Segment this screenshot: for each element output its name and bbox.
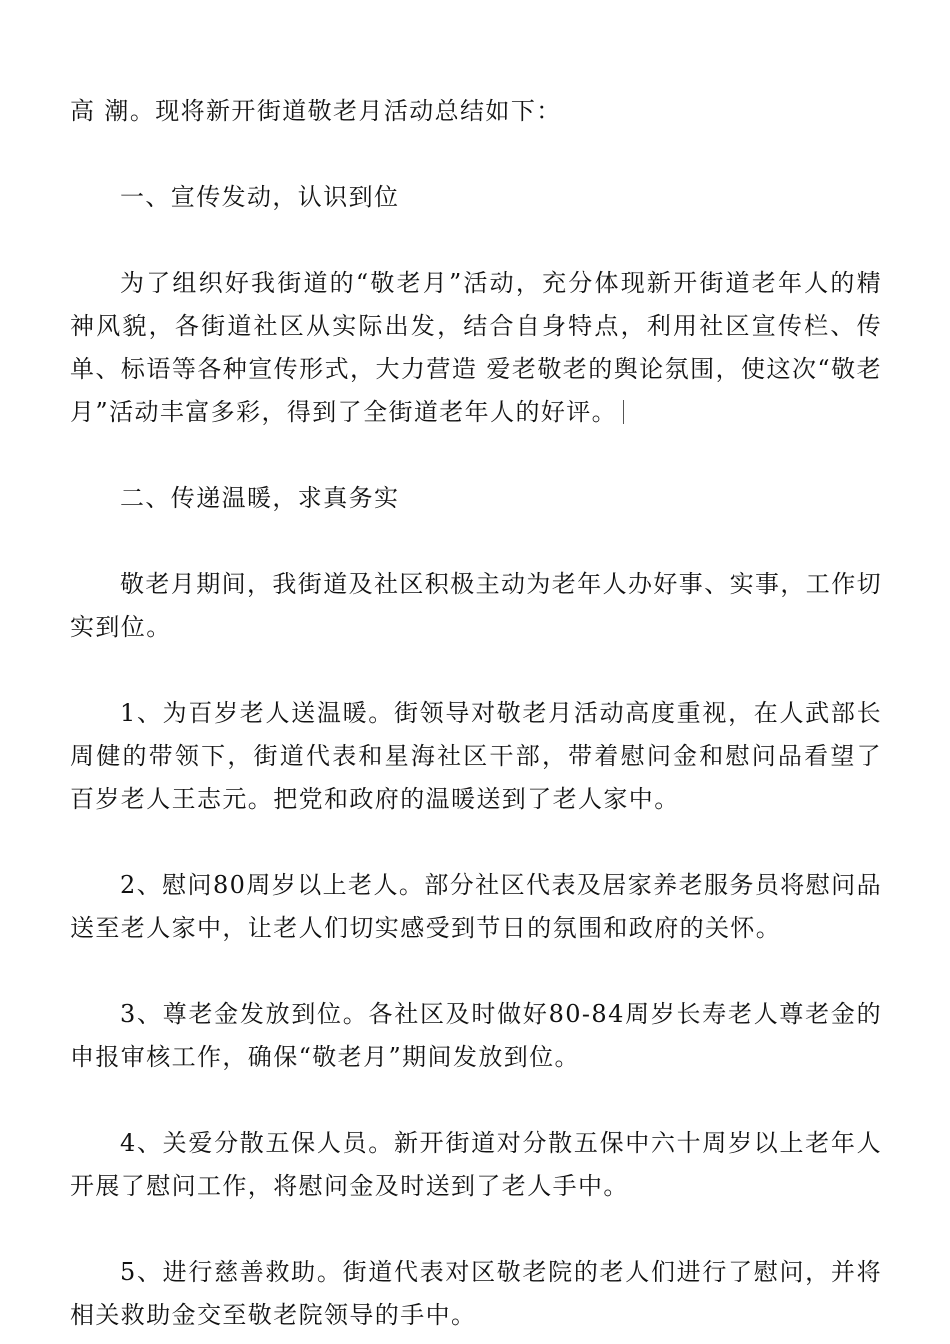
section-heading-2: 二、传递温暖，求真务实 xyxy=(120,484,400,512)
body-paragraph-publicity xyxy=(70,262,882,434)
list-item-3: 3、尊老金发放到位。各社区及时做好80-84周岁长寿老人尊老金的申报审核工作，确保“敬老月”期间发放到位。 xyxy=(70,1000,882,1071)
list-item-1: 1、为百岁老人送温暖。街领导对敬老月活动高度重视，在人武部长周健的带领下，街道代表和星海社区干部，带着慰问金和慰问品看望了百岁老人王志元。把党和政府的温暖送到了老人家中。 xyxy=(70,699,882,813)
body-paragraph-warmth: 敬老月期间，我街道及社区积极主动为老年人办好事、实事，工作切实到位。 xyxy=(70,570,882,641)
text-cursor xyxy=(623,400,624,424)
section-heading-1: 一、宣传发动，认识到位 xyxy=(120,183,400,211)
document-page xyxy=(70,90,882,1337)
list-item-5: 5、进行慈善救助。街道代表对区敬老院的老人们进行了慰问，并将相关救助金交至敬老院领导的手中。 xyxy=(70,1258,882,1329)
body-paragraph-publicity-text: 为了组织好我街道的“敬老月”活动，充分体现新开街道老年人的精神风貌，各街道社区从实际出发，结合自身特点，利用社区宣传栏、传单、标语等各种宣传形式，大力营造 爱老敬老的舆论氛围，使这次“敬老月”活动丰富多彩，得到了全街道老年人的好评。 xyxy=(70,269,882,426)
intro-paragraph: 高 潮。现将新开街道敬老月活动总结如下： xyxy=(70,97,562,125)
list-item-2: 2、慰问80周岁以上老人。部分社区代表及居家养老服务员将慰问品送至老人家中，让老人们切实感受到节日的氛围和政府的关怀。 xyxy=(70,871,882,942)
list-item-4: 4、关爱分散五保人员。新开街道对分散五保中六十周岁以上老年人开展了慰问工作，将慰问金及时送到了老人手中。 xyxy=(70,1129,882,1200)
